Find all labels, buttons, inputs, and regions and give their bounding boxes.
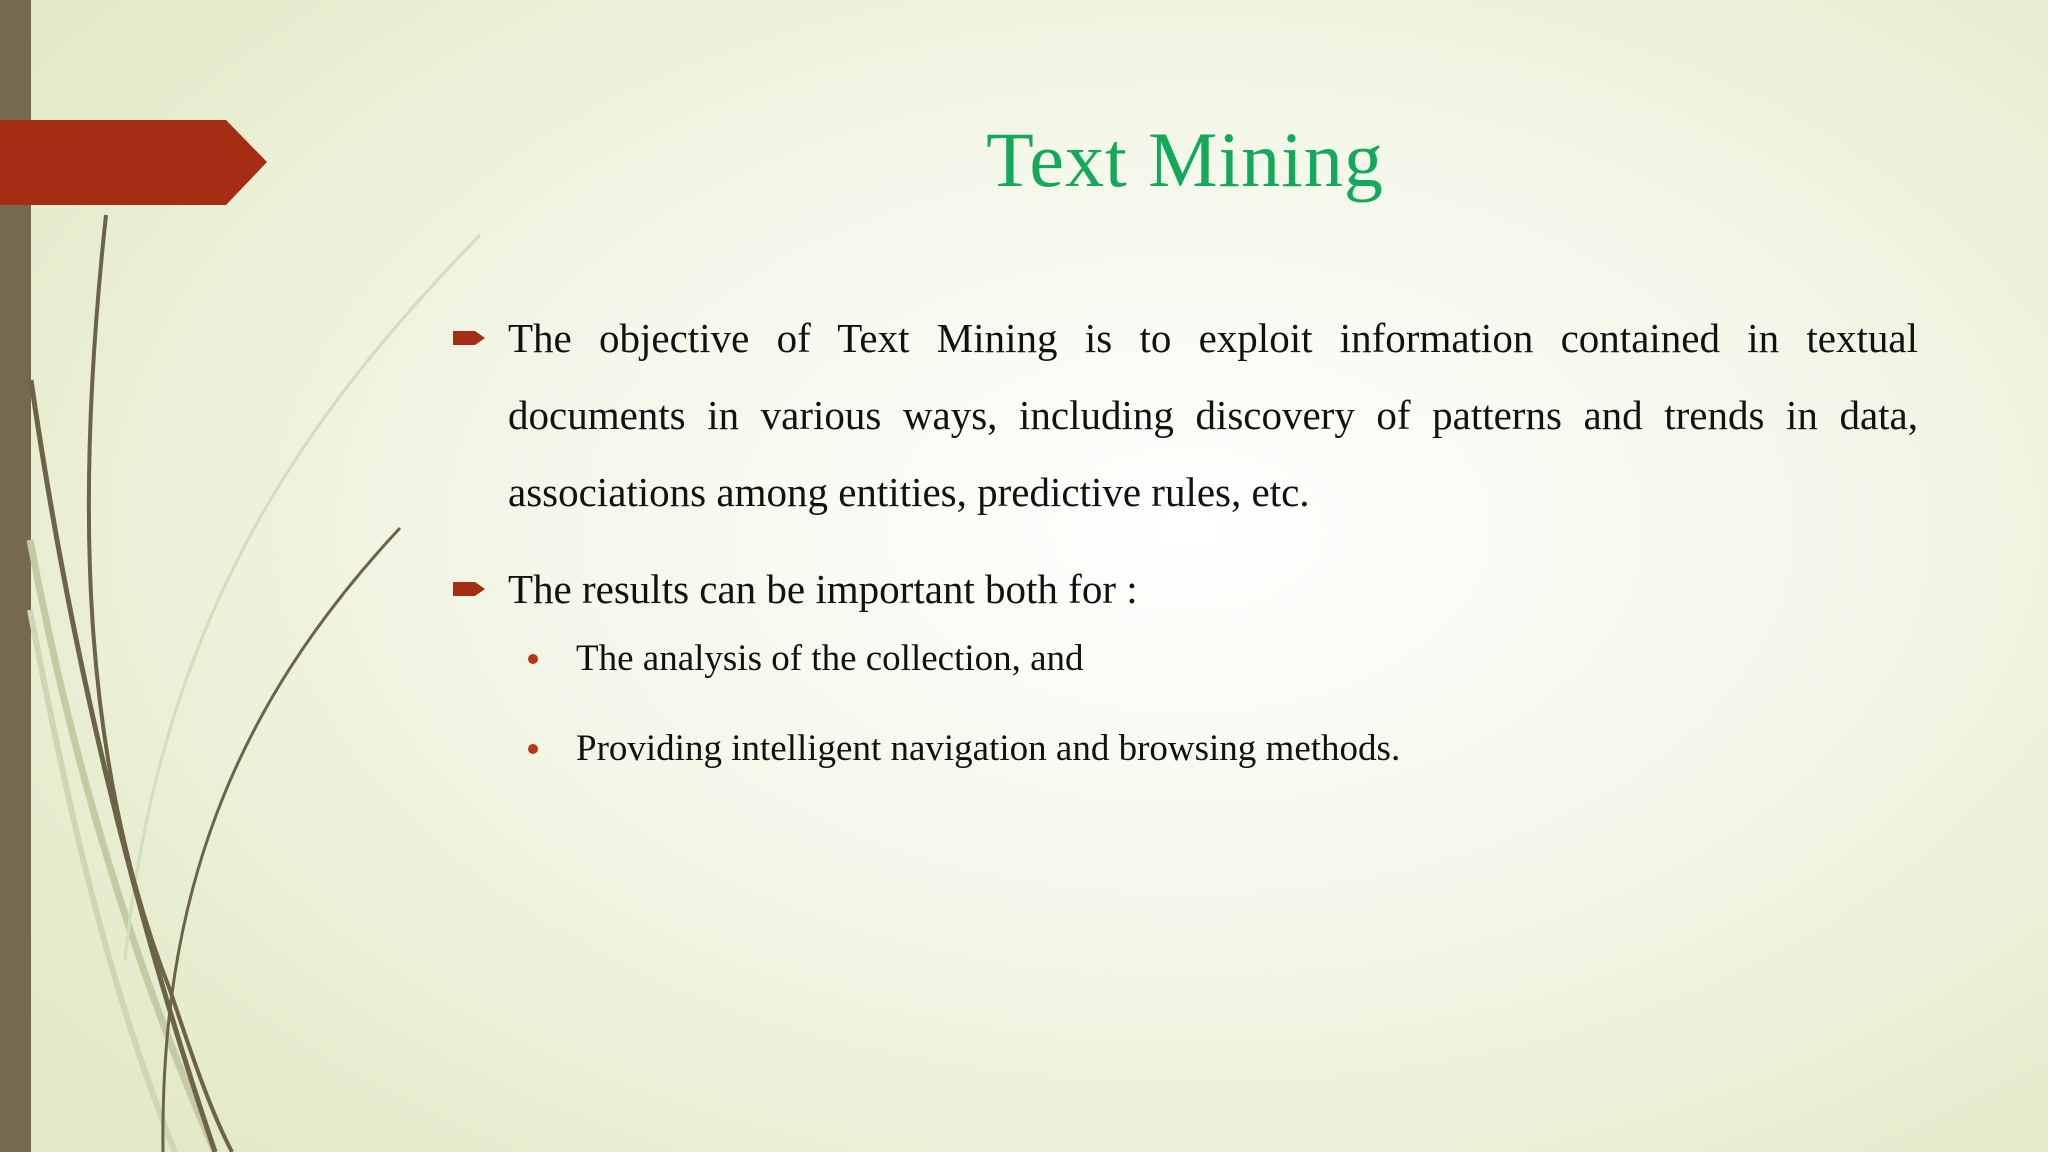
- dot-bullet-icon: [528, 654, 538, 664]
- bullet-text: The results can be important both for :: [508, 566, 1138, 612]
- sub-bullet-item: [450, 630, 1918, 688]
- dot-bullet-icon: [528, 744, 538, 754]
- bullet-item: [450, 551, 1918, 628]
- sub-bullet-item: [450, 720, 1918, 778]
- red-arrow-shape: [0, 120, 267, 205]
- sub-bullet-text: Providing intelligent navigation and browsing methods.: [576, 728, 1401, 769]
- bullet-text: The objective of Text Mining is to exploit information contained in textual documents in various ways, including discovery of patterns and trends in data, associations among entities, predictive rules, etc.: [508, 315, 1918, 515]
- arrow-bullet-icon: [453, 328, 487, 348]
- arrow-bullet-icon: [453, 579, 487, 599]
- bullet-item: [450, 300, 1918, 531]
- sub-bullet-text: The analysis of the collection, and: [576, 638, 1084, 679]
- slide-title: Text Mining: [986, 116, 1384, 203]
- slide-content: [450, 300, 1918, 778]
